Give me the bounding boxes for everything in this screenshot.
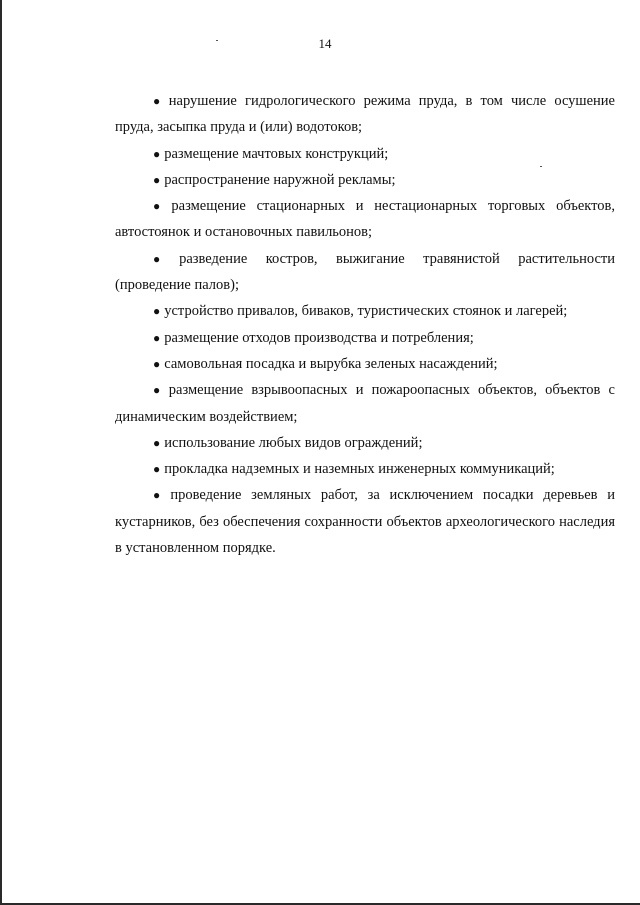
bullet-icon: ● (153, 435, 161, 450)
bullet-icon: ● (153, 146, 161, 161)
page-number: 14 (318, 36, 332, 51)
list-item-text: размещение отходов производства и потребления; (164, 329, 474, 346)
list-item (115, 456, 615, 482)
bullet-icon: ● (153, 304, 161, 319)
bullet-icon: ● (153, 383, 165, 398)
page-edge-left (0, 0, 2, 905)
list-item (115, 167, 615, 193)
list-item-text: размещение взрывоопасных и пожароопасных объектов, объектов с динамическим воздействием; (115, 382, 615, 425)
list-item (115, 482, 615, 561)
list-item-text: распространение наружной рекламы; (164, 171, 396, 188)
list-item-text: разведение костров, выжигание травянистой растительности (проведение палов); (115, 250, 615, 294)
list-item-text: использование любых видов ограждений; (164, 434, 423, 451)
list-item (115, 430, 615, 456)
list-item (115, 377, 615, 430)
bullet-icon: ● (153, 94, 165, 108)
list-item-text: размещение мачтовых конструкций; (164, 145, 389, 162)
list-item-text: нарушение гидрологического режима пруда, в том числе осушение пруда, засыпка пруда и (или) водотоков; (115, 93, 615, 136)
restrictions-list (115, 88, 615, 561)
bullet-icon: ● (153, 330, 161, 345)
bullet-icon: ● (153, 356, 161, 371)
bullet-icon: ● (153, 488, 167, 503)
bullet-icon: ● (153, 172, 161, 187)
list-item-text: самовольная посадка и вырубка зеленых насаждений; (164, 355, 498, 372)
list-item-text: устройство привалов, биваков, туристических стоянок и лагерей; (164, 303, 568, 320)
list-item (115, 193, 615, 246)
bullet-icon: ● (153, 199, 168, 214)
list-item (115, 298, 615, 324)
list-item (115, 141, 615, 167)
list-item-text: размещение стационарных и нестационарных торговых объектов, автостоянок и остановочных павильонов; (115, 198, 616, 241)
bullet-icon: ● (153, 251, 176, 266)
list-item (115, 88, 615, 141)
list-item (115, 351, 615, 377)
list-item-text: прокладка надземных и наземных инженерных коммуникаций; (164, 461, 555, 478)
list-item (115, 325, 615, 351)
bullet-icon: ● (153, 462, 161, 477)
list-item (115, 246, 615, 299)
list-item-text: проведение земляных работ, за исключением посадки деревьев и кустарников, без обеспечения сохранности объектов археологического наследия в установленном порядке. (115, 487, 616, 557)
